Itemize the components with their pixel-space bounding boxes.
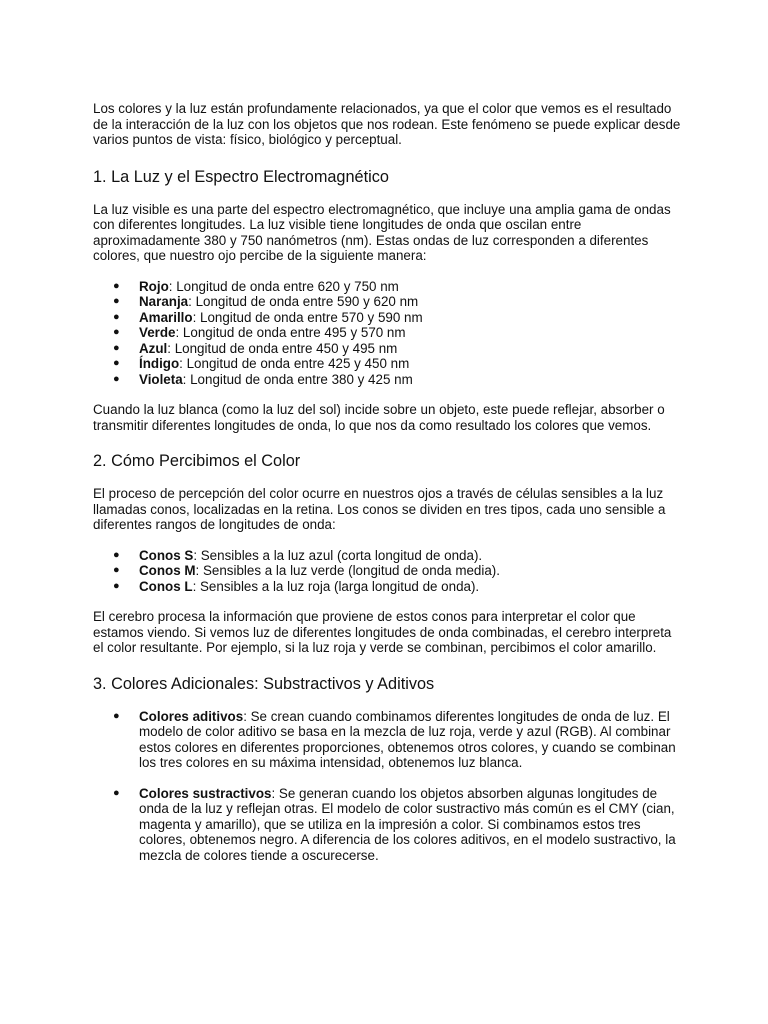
intro-paragraph: Los colores y la luz están profundamente relacionados, ya que el color que vemos es el resultado de la interacción de la luz con los objetos que nos rodean. Este fenómeno se puede explicar desde varios puntos de vista: físico, biológico y perceptual. (93, 101, 681, 147)
list-item-desc: : Longitud de onda entre 450 y 495 nm (167, 340, 398, 356)
list-item-term: Colores aditivos (139, 708, 244, 724)
list-item-desc: : Sensibles a la luz verde (longitud de onda media). (195, 563, 500, 578)
bullet-icon: ● (113, 326, 120, 338)
bullet-icon: ● (113, 709, 120, 722)
list-item-desc: : Sensibles a la luz azul (corta longitud de onda). (193, 547, 483, 563)
bullet-icon: ● (113, 279, 120, 292)
list-item-desc: : Longitud de onda entre 570 y 590 nm (192, 309, 423, 325)
bullet-icon: ● (113, 357, 120, 369)
cone-list (93, 548, 683, 595)
section-3-heading: 3. Colores Adicionales: Substractivos y Aditivos (93, 674, 435, 693)
list-item-desc: : Longitud de onda entre 620 y 750 nm (168, 278, 399, 294)
list-item (93, 709, 683, 771)
section-2-paragraph-1: El proceso de percepción del color ocurre en nuestros ojos a través de células sensibles a la luz llamadas conos, localizadas en la retina. Los conos se dividen en tres tipos, cada uno sensible a diferentes rangos de longitudes de onda: (93, 486, 666, 532)
bullet-icon: ● (113, 310, 120, 323)
list-item (93, 563, 683, 579)
bullet-icon: ● (113, 564, 120, 576)
bullet-icon: ● (113, 579, 120, 592)
list-item (93, 372, 683, 388)
bullet-icon: ● (113, 295, 120, 307)
list-item-desc: : Longitud de onda entre 425 y 450 nm (179, 356, 410, 371)
section-2-heading: 2. Cómo Percibimos el Color (93, 452, 301, 470)
bullet-icon: ● (113, 341, 120, 354)
list-item (93, 279, 683, 295)
section-1-heading: 1. La Luz y el Espectro Electromagnético (93, 167, 389, 186)
document-body (93, 101, 683, 863)
list-item-term: Violeta (139, 371, 183, 387)
list-item-term: Índigo (139, 356, 180, 371)
list-item (93, 310, 683, 326)
list-item (93, 341, 683, 357)
list-item-desc: : Se generan cuando los objetos absorben algunas longitudes de onda de la luz y reflejan otras. El modelo de color sustractivo más común es el CMY (cian, magenta y amarillo), que se utiliza en la impresión a color. Si combinamos estos tres colores, obtenemos negro. A diferencia de los colores aditivos, en el modelo sustractivo, la mezcla de colores tiende a oscurecerse. (139, 785, 676, 863)
list-item-term: Naranja (139, 294, 189, 309)
list-item (93, 579, 683, 595)
section-2-paragraph-2: El cerebro procesa la información que proviene de estos conos para interpretar el color que estamos viendo. Si vemos luz de diferentes longitudes de onda combinadas, el cerebro interpreta el color resultante. Por ejemplo, si la luz roja y verde se combinan, percibimos el color amarillo. (93, 609, 672, 655)
section-1-paragraph-1: La luz visible es una parte del espectro electromagnético, que incluye una amplia gama de ondas con diferentes longitudes. La luz visible tiene longitudes de onda que oscilan entre aproximadamente 380 y 750 nanómetros (nm). Estas ondas de luz corresponden a diferentes colores, que nuestro ojo percibe de la siguiente manera: (93, 201, 671, 263)
list-item-term: Colores sustractivos (139, 785, 272, 801)
wavelength-list (93, 279, 683, 388)
list-item-term: Azul (139, 340, 168, 356)
list-item (93, 325, 683, 341)
list-item-desc: : Sensibles a la luz roja (larga longitud de onda). (192, 578, 480, 594)
list-item (93, 356, 683, 372)
list-item-desc: : Longitud de onda entre 495 y 570 nm (175, 325, 406, 340)
section-1-paragraph-2: Cuando la luz blanca (como la luz del sol) incide sobre un objeto, este puede reflejar, absorber o transmitir diferentes longitudes de onda, lo que nos da como resultado los colores que vemos. (93, 402, 665, 433)
list-item-term: Amarillo (139, 309, 193, 325)
bullet-icon: ● (113, 372, 120, 385)
color-model-list (93, 709, 683, 864)
list-item (93, 786, 683, 864)
list-item-term: Verde (139, 325, 176, 340)
bullet-icon: ● (113, 786, 120, 799)
list-item-term: Conos M (139, 563, 196, 578)
list-item-term: Conos S (139, 547, 194, 563)
list-item-term: Rojo (139, 278, 169, 294)
list-item-desc: : Longitud de onda entre 380 y 425 nm (182, 371, 413, 387)
list-item-term: Conos L (139, 578, 193, 594)
list-item-desc: : Se crean cuando combinamos diferentes longitudes de onda de luz. El modelo de color aditivo se basa en la mezcla de luz roja, verde y azul (RGB). Al combinar estos colores en diferentes proporciones, obtenemos otros colores, y cuando se combinan los tres colores en su máxima intensidad, obtenemos luz blanca. (139, 708, 676, 770)
list-item (93, 548, 683, 564)
bullet-icon: ● (113, 548, 120, 561)
list-item (93, 294, 683, 310)
list-item-desc: : Longitud de onda entre 590 y 620 nm (188, 294, 419, 309)
